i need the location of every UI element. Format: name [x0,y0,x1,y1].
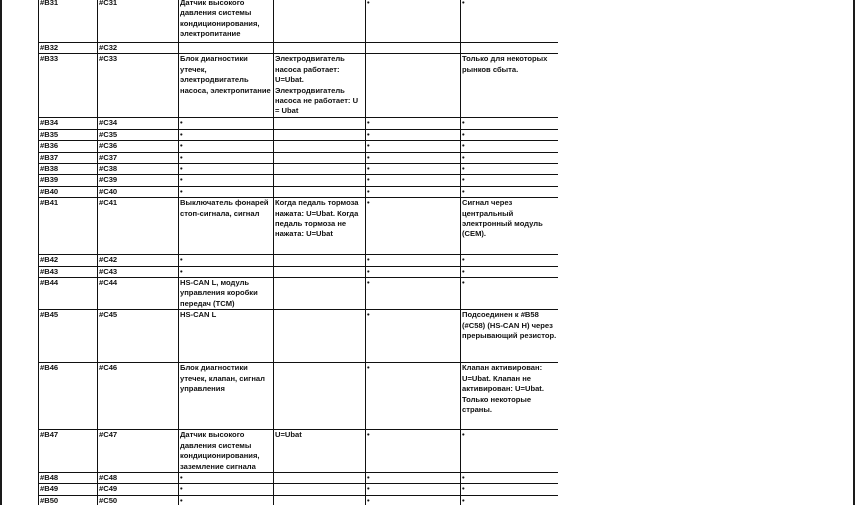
value-cell: • [366,278,461,310]
description-cell: • [179,175,274,186]
document-page [38,0,558,505]
condition-cell: Когда педаль тормоза нажата: U=Ubat. Когда педаль тормоза не нажата: U=Ubat [274,198,366,255]
table-row [39,255,559,266]
value-cell [366,43,461,54]
connector-pin-cell: #C37 [98,152,179,163]
table-row [39,495,559,505]
connector-pin-cell: #C46 [98,363,179,430]
connector-pin-cell: #C50 [98,495,179,505]
value-cell: • [366,198,461,255]
note-cell [461,43,559,54]
table-row [39,363,559,430]
note-cell: • [461,164,559,175]
connector-pin-cell: #C38 [98,164,179,175]
pin-cell: #B31 [39,0,98,43]
connector-pin-cell: #C39 [98,175,179,186]
table-row [39,472,559,483]
note-cell: • [461,255,559,266]
description-cell: Датчик высокого давления системы кондиционирования, заземление сигнала [179,430,274,473]
table-row [39,129,559,140]
value-cell: • [366,310,461,363]
description-cell: Блок диагностики утечек, клапан, сигнал управления [179,363,274,430]
value-cell: • [366,472,461,483]
note-cell: • [461,175,559,186]
condition-cell [274,164,366,175]
description-cell: • [179,129,274,140]
window-frame-left [0,0,2,505]
condition-cell [274,266,366,277]
pin-cell: #B44 [39,278,98,310]
note-cell: • [461,0,559,43]
value-cell: • [366,152,461,163]
note-cell: • [461,186,559,197]
pin-cell: #B33 [39,54,98,118]
connector-pin-cell: #C47 [98,430,179,473]
table-row [39,164,559,175]
note-cell: Клапан активирован: U=Ubat. Клапан не активирован: U=Ubat. Только некоторые страны. [461,363,559,430]
connector-pin-cell: #C43 [98,266,179,277]
condition-cell [274,186,366,197]
note-cell: Только для некоторых рынков сбыта. [461,54,559,118]
table-row [39,175,559,186]
table-row [39,141,559,152]
condition-cell: Электродвигатель насоса работает: U=Ubat. Электродвигатель насоса не работает: U = Ubat [274,54,366,118]
pin-cell: #B48 [39,472,98,483]
value-cell: • [366,175,461,186]
note-cell: • [461,141,559,152]
connector-pin-cell: #C40 [98,186,179,197]
table-row [39,278,559,310]
table-row [39,118,559,129]
pin-cell: #B38 [39,164,98,175]
pin-cell: #B43 [39,266,98,277]
condition-cell [274,310,366,363]
condition-cell [274,278,366,310]
note-cell: • [461,152,559,163]
description-cell: • [179,152,274,163]
connector-pin-cell: #C42 [98,255,179,266]
description-cell: Блок диагностики утечек, электродвигатель насоса, электропитание [179,54,274,118]
pin-cell: #B39 [39,175,98,186]
table-row [39,484,559,495]
note-cell: • [461,495,559,505]
value-cell: • [366,430,461,473]
note-cell: • [461,266,559,277]
value-cell: • [366,141,461,152]
table-row [39,198,559,255]
note-cell: • [461,118,559,129]
condition-cell [274,118,366,129]
pin-table-body [39,0,559,505]
pin-cell: #B47 [39,430,98,473]
pin-cell: #B49 [39,484,98,495]
note-cell: • [461,430,559,473]
pin-cell: #B35 [39,129,98,140]
pin-cell: #B45 [39,310,98,363]
connector-pin-cell: #C33 [98,54,179,118]
table-row [39,54,559,118]
note-cell: • [461,278,559,310]
condition-cell: U=Ubat [274,430,366,473]
condition-cell [274,43,366,54]
connector-pin-cell: #C48 [98,472,179,483]
condition-cell [274,255,366,266]
note-cell: • [461,129,559,140]
condition-cell [274,472,366,483]
note-cell: • [461,472,559,483]
pin-cell: #B50 [39,495,98,505]
pin-cell: #B46 [39,363,98,430]
pin-cell: #B36 [39,141,98,152]
value-cell: • [366,495,461,505]
connector-pin-cell: #C49 [98,484,179,495]
pin-cell: #B41 [39,198,98,255]
value-cell: • [366,118,461,129]
note-cell: • [461,484,559,495]
description-cell: • [179,118,274,129]
table-row [39,266,559,277]
pin-cell: #B40 [39,186,98,197]
description-cell: • [179,266,274,277]
value-cell: • [366,164,461,175]
connector-pin-cell: #C41 [98,198,179,255]
value-cell: • [366,255,461,266]
note-cell: Подсоединен к #B58 (#C58) (HS-CAN H) через прерывающий резистор. [461,310,559,363]
description-cell: • [179,495,274,505]
condition-cell [274,495,366,505]
connector-pin-cell: #C45 [98,310,179,363]
condition-cell [274,152,366,163]
connector-pin-cell: #C36 [98,141,179,152]
description-cell: Датчик высокого давления системы кондиционирования, электропитание [179,0,274,43]
connector-pin-cell: #C35 [98,129,179,140]
description-cell: • [179,186,274,197]
connector-pin-cell: #C32 [98,43,179,54]
value-cell: • [366,266,461,277]
pin-cell: #B34 [39,118,98,129]
pin-cell: #B37 [39,152,98,163]
description-cell: • [179,141,274,152]
condition-cell [274,175,366,186]
value-cell: • [366,484,461,495]
pin-cell: #B32 [39,43,98,54]
description-cell: • [179,255,274,266]
table-row [39,0,559,43]
value-cell [366,54,461,118]
condition-cell [274,484,366,495]
value-cell: • [366,186,461,197]
pin-table [38,0,558,505]
condition-cell [274,129,366,140]
note-cell: Сигнал через центральный электронный модуль (CEM). [461,198,559,255]
description-cell: Выключатель фонарей стоп-сигнала, сигнал [179,198,274,255]
connector-pin-cell: #C31 [98,0,179,43]
condition-cell [274,0,366,43]
value-cell: • [366,129,461,140]
connector-pin-cell: #C44 [98,278,179,310]
table-row [39,430,559,473]
connector-pin-cell: #C34 [98,118,179,129]
description-cell: • [179,164,274,175]
table-row [39,152,559,163]
condition-cell [274,141,366,152]
description-cell: HS-CAN L [179,310,274,363]
table-row [39,310,559,363]
pin-cell: #B42 [39,255,98,266]
description-cell: HS-CAN L, модуль управления коробки передач (TCM) [179,278,274,310]
description-cell [179,43,274,54]
value-cell: • [366,0,461,43]
table-row [39,186,559,197]
value-cell: • [366,363,461,430]
condition-cell [274,363,366,430]
table-row [39,43,559,54]
description-cell: • [179,484,274,495]
description-cell: • [179,472,274,483]
